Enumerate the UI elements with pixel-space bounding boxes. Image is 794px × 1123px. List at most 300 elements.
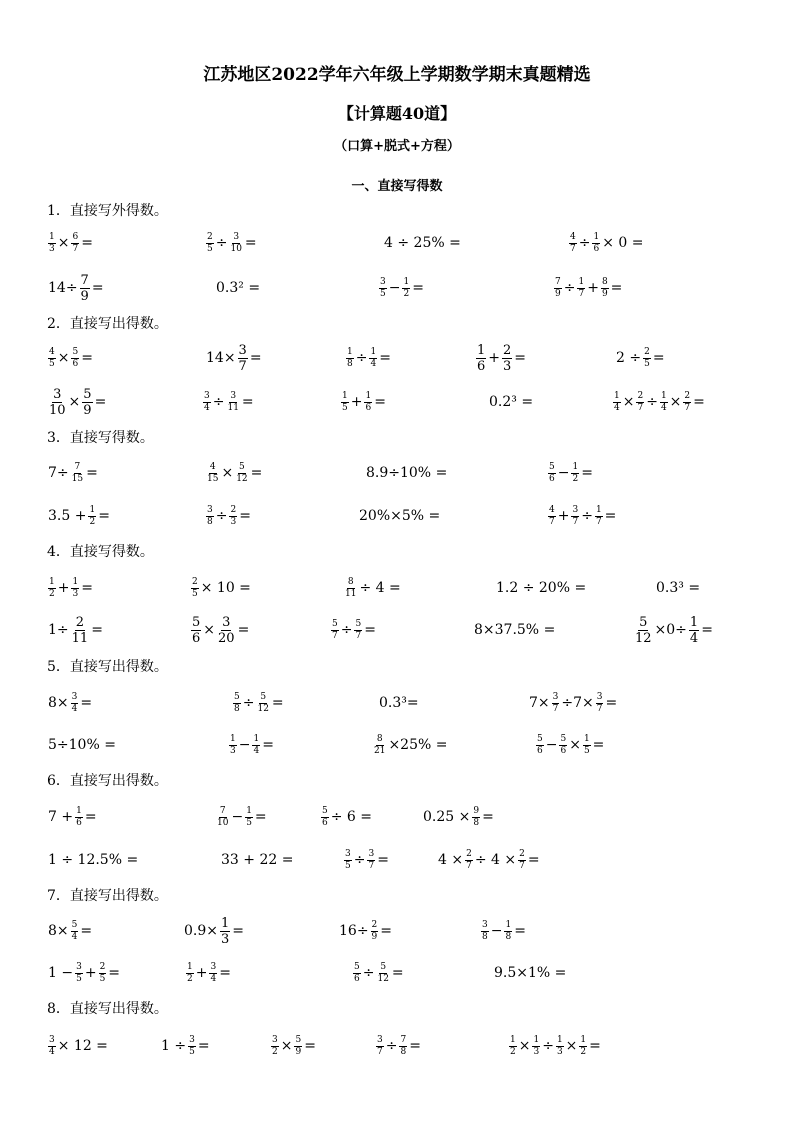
fraction-denominator: 5 xyxy=(192,588,198,599)
fraction-denominator: 6 xyxy=(537,745,543,756)
fraction-numerator: 4 xyxy=(49,346,55,357)
fraction xyxy=(379,277,387,300)
fraction-numerator: 3 xyxy=(230,390,237,401)
section-heading: 8．直接写出得数。 xyxy=(47,1001,168,1017)
fraction-numerator: 5 xyxy=(71,919,78,930)
math-text: ÷ xyxy=(542,1038,554,1054)
fraction-denominator: 12 xyxy=(635,630,652,646)
math-text: 7÷ xyxy=(48,465,69,481)
math-problem xyxy=(343,573,402,603)
math-text: ÷ xyxy=(215,235,228,251)
math-text: = xyxy=(693,394,705,410)
fraction-numerator: 5 xyxy=(192,614,201,630)
fraction-denominator: 2 xyxy=(89,516,96,527)
fraction xyxy=(634,615,653,646)
fraction-numerator: 8 xyxy=(347,576,354,587)
math-problem xyxy=(383,228,462,258)
fraction-numerator: 4 xyxy=(570,231,576,242)
section-heading: 2．直接写出得数。 xyxy=(47,316,168,332)
fraction-numerator: 3 xyxy=(572,504,579,515)
fraction-numerator: 2 xyxy=(371,919,378,930)
math-text: 4 × xyxy=(438,852,464,868)
fraction-numerator: 2 xyxy=(503,342,512,358)
document-note: （口算+脱式+方程） xyxy=(334,139,460,154)
fraction-denominator: 10 xyxy=(49,402,66,418)
fraction-denominator: 6 xyxy=(72,358,79,369)
fraction-numerator: 2 xyxy=(75,614,85,630)
fraction-denominator: 4 xyxy=(49,1046,55,1057)
fraction-denominator: 5 xyxy=(644,358,650,369)
math-problem xyxy=(47,573,94,603)
fraction-denominator: 7 xyxy=(368,860,375,871)
fraction xyxy=(341,391,349,414)
fraction xyxy=(465,849,473,872)
math-problem xyxy=(375,1031,422,1061)
math-text: ÷ xyxy=(385,1038,398,1054)
math-text: ×25% = xyxy=(388,737,448,753)
fraction-numerator: 5 xyxy=(355,618,362,629)
fraction-numerator: 2 xyxy=(466,848,472,859)
math-text: + xyxy=(557,508,570,524)
fraction xyxy=(472,806,480,829)
fraction-numerator: 6 xyxy=(72,231,79,242)
math-text: ÷ 4 × xyxy=(474,852,517,868)
fraction-numerator: 7 xyxy=(219,805,226,816)
math-text: × xyxy=(57,350,70,366)
fraction-numerator: 1 xyxy=(230,733,236,744)
fraction xyxy=(206,505,214,528)
math-problem xyxy=(185,958,232,988)
fraction-numerator: 3 xyxy=(596,691,603,702)
fraction xyxy=(238,343,248,374)
math-problem xyxy=(220,845,294,875)
fraction xyxy=(364,391,372,414)
math-problem xyxy=(378,273,425,303)
fraction-numerator: 5 xyxy=(234,691,240,702)
math-text: × xyxy=(518,1038,531,1054)
fraction xyxy=(559,734,567,757)
fraction xyxy=(509,1035,517,1058)
fraction xyxy=(71,577,79,600)
fraction-denominator: 20 xyxy=(218,630,235,646)
fraction-denominator: 4 xyxy=(204,402,210,413)
fraction-numerator: 5 xyxy=(239,461,245,472)
math-text: = xyxy=(81,350,93,366)
math-problem xyxy=(47,802,98,832)
fraction-denominator: 4 xyxy=(71,703,78,714)
fraction-denominator: 7 xyxy=(572,516,579,527)
math-text: = xyxy=(94,394,107,410)
math-problem xyxy=(202,387,255,417)
math-problem xyxy=(47,458,99,488)
math-text: = xyxy=(391,965,404,981)
fraction-denominator: 7 xyxy=(466,860,472,871)
fraction xyxy=(344,577,357,600)
math-problem xyxy=(473,615,556,645)
math-text: ÷ xyxy=(355,350,368,366)
fraction-denominator: 9 xyxy=(371,931,378,942)
math-text: − xyxy=(388,280,401,296)
fraction xyxy=(402,277,410,300)
math-problem xyxy=(352,958,405,988)
fraction-denominator: 8 xyxy=(400,1046,407,1057)
fraction-denominator: 4 xyxy=(370,358,377,369)
fraction xyxy=(596,692,604,715)
fraction-denominator: 9 xyxy=(295,1046,302,1057)
document-title: 江苏地区2022学年六年级上学期数学期末真题精选 xyxy=(203,65,591,85)
math-problem xyxy=(47,916,93,946)
math-text: 7× xyxy=(529,695,550,711)
fraction-numerator: 3 xyxy=(207,504,213,515)
fraction-denominator: 5 xyxy=(583,745,590,756)
fraction xyxy=(502,343,512,374)
math-text: × xyxy=(669,394,682,410)
math-problem xyxy=(343,845,390,875)
section-heading: 7．直接写出得数。 xyxy=(47,888,168,904)
math-text: 0.2³ = xyxy=(489,394,534,410)
math-text: = xyxy=(108,965,121,981)
fraction-numerator: 1 xyxy=(221,915,230,931)
fraction xyxy=(367,849,375,872)
fraction xyxy=(220,916,230,947)
math-text: = xyxy=(374,394,386,410)
math-problem xyxy=(47,387,107,417)
fraction-numerator: 8 xyxy=(376,733,383,744)
fraction xyxy=(683,391,691,414)
math-problem xyxy=(190,573,252,603)
fraction-numerator: 3 xyxy=(272,1034,278,1045)
fraction-numerator: 5 xyxy=(537,733,543,744)
fraction-denominator: 7 xyxy=(596,703,603,714)
math-text: − xyxy=(238,737,251,753)
math-text: = xyxy=(254,809,267,825)
fraction xyxy=(229,505,237,528)
math-text: = xyxy=(271,695,284,711)
math-text: ×0÷ xyxy=(654,622,687,638)
math-problem xyxy=(47,1031,109,1061)
math-text: − xyxy=(231,809,244,825)
fraction-denominator: 5 xyxy=(99,973,106,984)
math-text: 3.5 + xyxy=(48,508,87,524)
math-problem xyxy=(47,615,104,645)
math-text: = xyxy=(219,965,231,981)
math-problem xyxy=(615,343,666,373)
fraction-denominator: 5 xyxy=(76,973,82,984)
fraction xyxy=(48,347,56,370)
fraction-denominator: 12 xyxy=(236,473,248,484)
fraction-denominator: 12 xyxy=(377,973,389,984)
fraction-numerator: 5 xyxy=(72,346,79,357)
fraction-denominator: 7 xyxy=(355,630,362,641)
math-text: = xyxy=(250,465,263,481)
math-text: ÷ xyxy=(353,852,366,868)
fraction-numerator: 3 xyxy=(76,961,82,972)
math-problem xyxy=(547,458,594,488)
fraction-numerator: 1 xyxy=(614,390,620,401)
math-text: = xyxy=(379,350,391,366)
math-text: 5÷10% = xyxy=(48,737,116,753)
fraction-numerator: 1 xyxy=(253,733,260,744)
fraction-denominator: 5 xyxy=(49,358,55,369)
fraction-denominator: 3 xyxy=(556,1046,563,1057)
math-text: ÷ xyxy=(578,235,591,251)
fraction xyxy=(206,462,219,485)
math-text: × xyxy=(622,394,635,410)
math-text: × 10 = xyxy=(200,580,251,596)
math-text: × xyxy=(57,235,70,251)
fraction-denominator: 2 xyxy=(403,288,410,299)
math-problem xyxy=(47,688,93,718)
fraction xyxy=(595,505,603,528)
fraction-numerator: 1 xyxy=(49,576,55,587)
fraction-denominator: 21 xyxy=(374,745,386,756)
fraction xyxy=(552,692,560,715)
fraction-denominator: 9 xyxy=(555,288,561,299)
math-text: = xyxy=(304,1038,316,1054)
math-problem xyxy=(655,573,701,603)
fraction-denominator: 4 xyxy=(689,630,699,646)
math-text: = xyxy=(610,280,623,296)
fraction-denominator: 2 xyxy=(510,1046,516,1057)
fraction-denominator: 7 xyxy=(595,516,602,527)
fraction-denominator: 3 xyxy=(230,745,236,756)
problem-row xyxy=(0,343,794,373)
problem-row xyxy=(0,615,794,645)
math-text: = xyxy=(482,809,494,825)
fraction-numerator: 1 xyxy=(365,390,372,401)
fraction-numerator: 4 xyxy=(209,461,216,472)
math-text: = xyxy=(377,852,389,868)
fraction-denominator: 7 xyxy=(549,516,555,527)
section-heading: 3．直接写得数。 xyxy=(47,430,154,446)
math-text: = xyxy=(197,1038,210,1054)
fraction-numerator: 2 xyxy=(644,346,650,357)
problem-row xyxy=(0,802,794,832)
fraction-denominator: 7 xyxy=(552,703,559,714)
fraction-numerator: 2 xyxy=(519,848,525,859)
fraction-denominator: 6 xyxy=(354,973,360,984)
math-text: = xyxy=(241,394,254,410)
fraction xyxy=(71,920,79,943)
math-text: = xyxy=(652,350,665,366)
fraction xyxy=(601,277,609,300)
math-problem xyxy=(205,228,258,258)
fraction xyxy=(294,1035,302,1058)
math-text: 1 − xyxy=(48,965,74,981)
math-text: = xyxy=(262,737,274,753)
fraction xyxy=(82,387,92,418)
fraction-denominator: 4 xyxy=(614,402,620,413)
fraction-denominator: 3 xyxy=(503,358,512,374)
fraction xyxy=(571,462,579,485)
fraction xyxy=(48,577,56,600)
fraction-denominator: 5 xyxy=(207,243,213,254)
fraction-numerator: 3 xyxy=(189,1034,195,1045)
fraction-numerator: 5 xyxy=(354,961,360,972)
math-text: 9.5×1% = xyxy=(494,965,567,981)
math-problem xyxy=(47,273,105,303)
problem-row xyxy=(0,730,794,760)
math-problem xyxy=(340,387,387,417)
math-problem xyxy=(475,343,527,373)
math-text: 8× xyxy=(48,695,69,711)
math-text: = xyxy=(84,809,97,825)
math-text: 8× xyxy=(48,923,69,939)
math-problem xyxy=(378,688,420,718)
fraction-numerator: 7 xyxy=(400,1034,407,1045)
fraction xyxy=(556,1035,564,1058)
fraction-denominator: 15 xyxy=(71,473,84,484)
fraction xyxy=(48,1035,56,1058)
math-problem xyxy=(528,688,618,718)
fraction-numerator: 1 xyxy=(505,919,512,930)
problem-row xyxy=(0,387,794,417)
fraction xyxy=(191,577,199,600)
math-text: = xyxy=(380,923,393,939)
fraction-numerator: 3 xyxy=(345,848,351,859)
math-text: 1.2 ÷ 20% = xyxy=(496,580,587,596)
fraction-numerator: 3 xyxy=(210,961,217,972)
fraction-denominator: 6 xyxy=(322,817,328,828)
math-problem xyxy=(345,343,392,373)
fraction xyxy=(216,806,229,829)
math-text: = xyxy=(409,1038,421,1054)
fraction xyxy=(71,692,79,715)
math-text: 33 + 22 = xyxy=(221,852,294,868)
math-problem xyxy=(358,501,441,531)
math-text: × 0 = xyxy=(602,235,644,251)
math-text: × xyxy=(68,394,81,410)
fraction xyxy=(217,615,236,646)
math-problem xyxy=(422,802,495,832)
fraction-numerator: 8 xyxy=(601,276,608,287)
fraction-denominator: 4 xyxy=(253,745,260,756)
math-text: 1 ÷ 12.5% = xyxy=(48,852,139,868)
fraction-denominator: 6 xyxy=(192,630,201,646)
math-problem xyxy=(160,1031,211,1061)
fraction-numerator: 1 xyxy=(660,390,667,401)
fraction-denominator: 7 xyxy=(332,630,338,641)
fraction-numerator: 1 xyxy=(72,576,79,587)
fraction-denominator: 7 xyxy=(238,358,247,374)
fraction-denominator: 7 xyxy=(578,288,585,299)
math-text: 7 + xyxy=(48,809,74,825)
math-problem xyxy=(330,615,377,645)
math-text: − xyxy=(545,737,558,753)
fraction-denominator: 12 xyxy=(257,703,269,714)
fraction-numerator: 2 xyxy=(230,504,237,515)
fraction xyxy=(188,1035,196,1058)
fraction xyxy=(532,1035,540,1058)
fraction xyxy=(71,615,90,646)
fraction-numerator: 1 xyxy=(477,342,486,358)
fraction-numerator: 1 xyxy=(347,346,353,357)
math-text: = xyxy=(244,235,257,251)
fraction-numerator: 1 xyxy=(533,1034,540,1045)
fraction-denominator: 9 xyxy=(601,288,608,299)
fraction-denominator: 2 xyxy=(272,1046,278,1057)
fraction-denominator: 6 xyxy=(477,358,486,374)
math-text: × 12 = xyxy=(57,1038,108,1054)
fraction xyxy=(569,232,577,255)
math-text: ÷7× xyxy=(561,695,594,711)
fraction xyxy=(206,232,214,255)
math-text: − xyxy=(557,465,570,481)
fraction-denominator: 7 xyxy=(684,402,691,413)
math-text: = xyxy=(514,923,526,939)
fraction xyxy=(229,232,242,255)
math-text: ÷ 4 = xyxy=(359,580,401,596)
fraction-numerator: 1 xyxy=(578,276,585,287)
math-text: 0.3² = xyxy=(216,280,261,296)
fraction xyxy=(229,734,237,757)
fraction-numerator: 3 xyxy=(238,342,247,358)
fraction-numerator: 1 xyxy=(580,1034,587,1045)
fraction xyxy=(536,734,544,757)
math-text: = xyxy=(232,923,245,939)
fraction-numerator: 7 xyxy=(74,461,81,472)
fraction-denominator: 7 xyxy=(637,402,644,413)
math-text: 8.9÷10% = xyxy=(366,465,448,481)
math-text: × xyxy=(221,465,234,481)
fraction-numerator: 1 xyxy=(49,231,55,242)
fraction-numerator: 2 xyxy=(207,231,213,242)
fraction xyxy=(191,615,201,646)
fraction-numerator: 3 xyxy=(53,386,62,402)
fraction xyxy=(252,734,260,757)
math-text: + xyxy=(488,350,501,366)
section-heading: 6．直接写出得数。 xyxy=(47,773,168,789)
math-text: 2 ÷ xyxy=(616,350,642,366)
math-text: − xyxy=(490,923,503,939)
math-text: 0.3³ = xyxy=(656,580,701,596)
fraction-numerator: 2 xyxy=(684,390,691,401)
problem-row xyxy=(0,688,794,718)
math-text: = xyxy=(604,508,617,524)
fraction-denominator: 5 xyxy=(189,1046,195,1057)
fraction-numerator: 3 xyxy=(380,276,386,287)
math-text: ÷ xyxy=(563,280,576,296)
math-problem xyxy=(488,387,534,417)
math-text: ÷ 6 = xyxy=(330,809,373,825)
math-text: = xyxy=(80,695,93,711)
fraction-denominator: 11 xyxy=(345,588,357,599)
fraction xyxy=(346,347,354,370)
fraction-denominator: 7 xyxy=(377,1046,383,1057)
fraction-denominator: 8 xyxy=(482,931,488,942)
fraction-numerator: 1 xyxy=(510,1034,516,1045)
fraction xyxy=(331,619,339,642)
fraction-numerator: 5 xyxy=(332,618,338,629)
fraction xyxy=(369,347,377,370)
fraction xyxy=(88,505,96,528)
math-problem xyxy=(232,688,285,718)
fraction xyxy=(481,920,489,943)
math-text: ÷ xyxy=(362,965,375,981)
fraction-numerator: 1 xyxy=(403,276,410,287)
math-text: = xyxy=(91,622,103,638)
fraction-denominator: 3 xyxy=(533,1046,540,1057)
problem-row xyxy=(0,916,794,946)
fraction-denominator: 6 xyxy=(593,243,600,254)
fraction xyxy=(583,734,591,757)
math-problem xyxy=(215,802,268,832)
fraction xyxy=(548,505,556,528)
math-problem xyxy=(205,343,263,373)
math-problem xyxy=(47,845,139,875)
fraction xyxy=(48,387,67,418)
math-problem xyxy=(535,730,605,760)
